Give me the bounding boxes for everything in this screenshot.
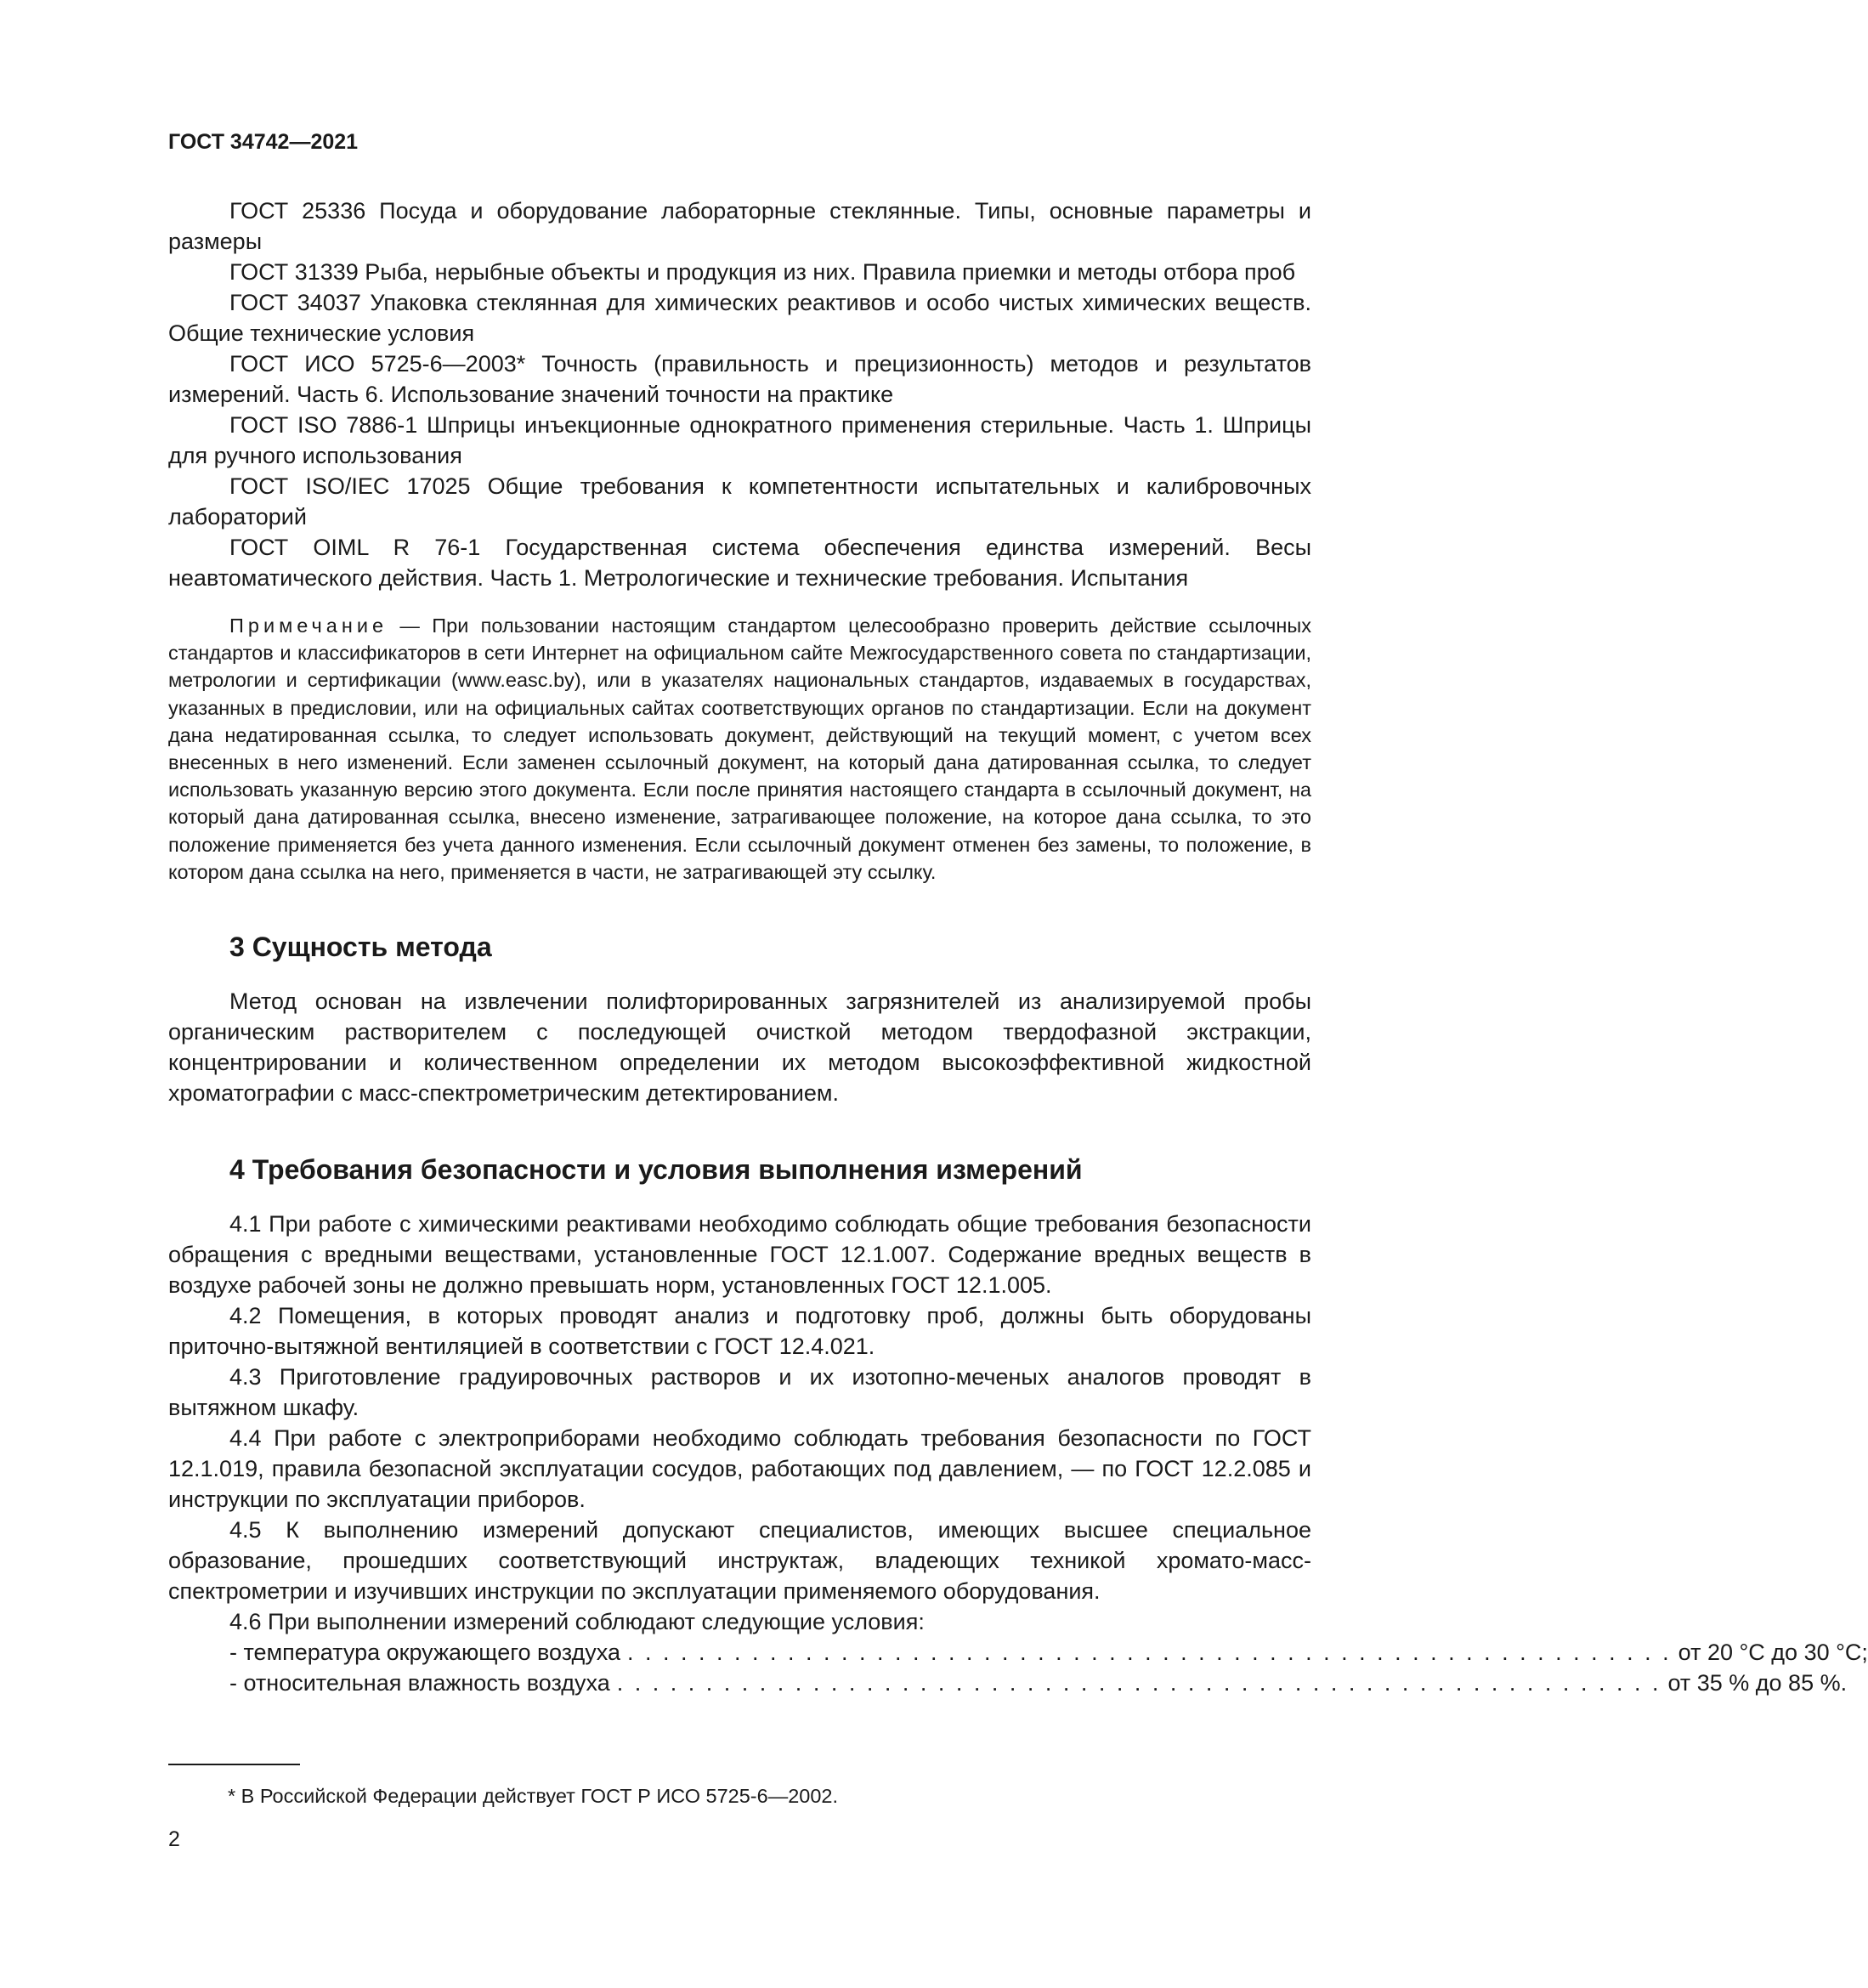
section-3-heading: 3 Сущность метода: [229, 932, 492, 963]
clause-item: 4.4 При работе с электроприборами необходимо соблюдать требования безопасности по ГОСТ 12.1.019, правила безопасной эксплуатации сосудов, работающих под давлением, — по ГОСТ 12.2.085 и инструкции по эксплуатации приборов.: [168, 1425, 1311, 1513]
reference-item: ГОСТ 34037 Упаковка стеклянная для химических реактивов и особо чистых химических веществ. Общие технические условия: [168, 290, 1311, 346]
clause-item: 4.5 К выполнению измерений допускают специалистов, имеющих высшее специальное образование, прошедших соответствующий инструктаж, владеющих техникой хромато-масс-спектрометрии и изучивших инструкции по эксплуатации применяемого оборудования.: [168, 1517, 1311, 1605]
clause-item: 4.1 При работе с химическими реактивами необходимо соблюдать общие требования безопасности обращения с вредными веществами, установленные ГОСТ 12.1.007. Содержание вредных веществ в воздухе рабочей зоны не должно превышать норм, установленных ГОСТ 12.1.005.: [168, 1211, 1311, 1299]
footnote-divider: [168, 1764, 300, 1765]
leader-dots: . . . . . . . . . . . . . . . . . . . . . . . . . . . . . . . . . . . . . . . . . . . . . . . . . . . . . . . . . . .: [616, 1670, 1661, 1696]
condition-label: - температура окружающего воздуха: [229, 1640, 620, 1666]
note-block: [168, 612, 1311, 886]
reference-item: ГОСТ 31339 Рыба, нерыбные объекты и продукция из них. Правила приемки и методы отбора проб: [229, 259, 1296, 285]
reference-item: ГОСТ ISO/IEC 17025 Общие требования к компетентности испытательных и калибровочных лабораторий: [168, 473, 1311, 530]
section-3-text: Метод основан на извлечении полифторированных загрязнителей из анализируемой пробы органическим растворителем с последующей очисткой методом твердофазной экстракции, концентрировании и количественном определении их методом высокоэффективной жидкостной хроматографии с масс-спектрометрическим детектированием.: [168, 988, 1311, 1107]
clause-item: 4.2 Помещения, в которых проводят анализ и подготовку проб, должны быть оборудованы приточно-вытяжной вентиляцией в соответствии с ГОСТ 12.4.021.: [168, 1303, 1311, 1360]
condition-row: [168, 1668, 1848, 1698]
note-label: Примечание: [229, 615, 388, 637]
document-body: [168, 195, 1868, 1698]
condition-value: от 35 % до 85 %.: [1667, 1670, 1848, 1696]
clause-item: 4.3 Приготовление градуировочных растворов и их изотопно-меченых аналогов проводят в вытяжном шкафу.: [168, 1364, 1311, 1421]
reference-item: ГОСТ ИСО 5725-6—2003* Точность (правильность и прецизионность) методов и результатов измерений. Часть 6. Использование значений точности на практике: [168, 351, 1311, 407]
reference-item: ГОСТ OIML R 76-1 Государственная система обеспечения единства измерений. Весы неавтоматического действия. Часть 1. Метрологические и технические требования. Испытания: [168, 535, 1311, 591]
document-header: ГОСТ 34742—2021: [168, 130, 359, 154]
reference-item: ГОСТ ISO 7886-1 Шприцы инъекционные однократного применения стерильные. Часть 1. Шприцы для ручного использования: [168, 412, 1311, 468]
page-number: 2: [168, 1827, 180, 1851]
footnote: * В Российской Федерации действует ГОСТ Р ИСО 5725-6—2002.: [228, 1785, 839, 1807]
section-4-heading: 4 Требования безопасности и условия выполнения измерений: [229, 1154, 1083, 1186]
note-text: — При пользовании настоящим стандартом целесообразно проверить действие ссылочных стандартов и классификаторов в сети Интернет на официальном сайте Межгосударственного совета по стандартизации, метрологии и сертификации (www.easc.by), или в указателях национальных стандартов, издаваемых в государствах, указанных в предисловии, или на официальных сайтах соответствующих органов по стандартизации. Если на документ дана недатированная ссылка, то следует использовать документ, действующий на текущий момент, с учетом всех внесенных в него изменений. Если заменен ссылочный документ, на который дана датированная ссылка, то следует использовать указанную версию этого документа. Если после принятия настоящего стандарта в ссылочный документ, на который дана датированная ссылка, внесено изменение, затрагивающее положение, на которое дана ссылка, то это положение применяется без учета данного изменения. Если ссылочный документ отменен без замены, то положение, в котором дана ссылка на него, применяется в части, не затрагивающей эту ссылку.: [168, 615, 1312, 883]
clause-item: 4.6 При выполнении измерений соблюдают следующие условия:: [229, 1609, 925, 1635]
leader-dots: . . . . . . . . . . . . . . . . . . . . . . . . . . . . . . . . . . . . . . . . . . . . . . . . . . . . . . . . . . .: [627, 1640, 1672, 1666]
condition-label: - относительная влажность воздуха: [229, 1670, 610, 1696]
condition-row: [168, 1637, 1868, 1668]
reference-item: ГОСТ 25336 Посуда и оборудование лабораторные стеклянные. Типы, основные параметры и размеры: [168, 198, 1311, 254]
condition-value: от 20 °С до 30 °С;: [1678, 1640, 1868, 1666]
